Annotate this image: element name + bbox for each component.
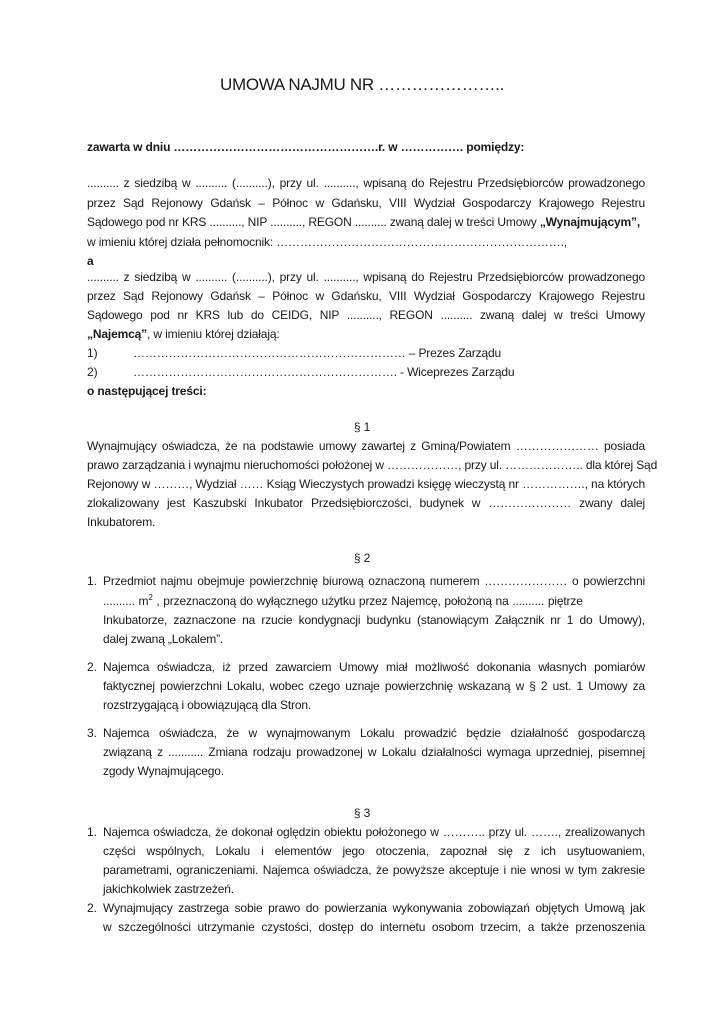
s2-item3-line: zgody Wynajmującego.: [103, 764, 224, 778]
s2-item2-line: faktycznej powierzchni Lokalu, wobec czego uznaje powierzchnię wskazaną w § 2 ust. 1 Umowy za: [103, 679, 645, 693]
item-number: 2.: [87, 901, 98, 915]
item-number: 1.: [87, 574, 98, 588]
party1-line: .......... z siedzibą w .......... (..........), przy ul. .........., wpisaną do Rejestru Przedsiębiorców prowadzonego: [87, 176, 645, 190]
party1-text: Sądowego pod nr KRS .........., NIP .........., REGON .......... zwaną dalej w treści Umowy: [87, 215, 540, 229]
following-text: o następującej treści:: [87, 384, 207, 398]
party2-text: , w imieniu której działają:: [147, 327, 280, 341]
section-heading: § 3: [353, 806, 371, 820]
s2-item1-line: [103, 592, 645, 610]
area-text: .......... m: [103, 594, 149, 608]
party1-line: [87, 213, 645, 231]
tenant-label: „Najemcą”: [87, 327, 148, 341]
s3-item2-line: w szczególności utrzymanie czystości, dostęp do internetu osobom trzecim, a także przenoszenia: [103, 920, 645, 934]
s3-item1-line: jakichkolwiek zastrzeżeń.: [103, 882, 234, 896]
party1-line: przez Sąd Rejonowy Gdańsk – Północ w Gdańsku, VIII Wydział Gospodarczy Krajowego Rejestru: [87, 196, 645, 210]
rep-number: 2): [87, 365, 98, 379]
s1-line: Wynajmujący oświadcza, że na podstawie umowy zawartej z Gminą/Powiatem ………………… posiada: [87, 439, 645, 453]
s1-line: prawo zarządzania i wynajmu nieruchomości położonej w ………………, przy ul. ……………….. dla której Sąd: [87, 458, 658, 472]
party2-line: [87, 325, 645, 343]
s2-item3-line: Najemca oświadcza, że w wynajmowanym Lokalu prowadzić będzie działalność gospodarczą: [103, 726, 645, 740]
s3-item2-line: Wynajmujący zastrzega sobie prawo do powierzania wykonywania zobowiązań objętych Umową jak: [103, 901, 645, 915]
s3-item1-line: Najemca oświadcza, że dokonał oględzin obiektu położonego w ……….. przy ul. ……., zrealizowanych: [103, 825, 645, 839]
item-number: 3.: [87, 726, 98, 740]
s3-item1-line: parametrami, ograniczeniami. Najemca oświadcza, że powyższe akceptuje i nie wnosi w tym zakresie: [103, 863, 645, 877]
s2-item3-line: związaną z ........... Zmiana rodzaju prowadzonej w Lokalu działalności wymaga uprzedniej, pisemnej: [103, 745, 645, 759]
s2-item1-line: Inkubatorze, zaznaczone na rzucie kondygnacji budynku (stanowiącym Załącznik nr 1 do Umowy),: [103, 613, 645, 627]
rep-number: 1): [87, 346, 98, 360]
item-number: 2.: [87, 660, 98, 674]
s3-item1-line: części wspólnych, Lokalu i elementów jego otoczenia, zapoznał się z ich usytuowaniem,: [103, 844, 645, 858]
landlord-label: „Wynajmującym”,: [539, 215, 641, 229]
rep-text: …………………………………………………………. - Wiceprezes Zarządu: [133, 365, 515, 379]
s2-item2-line: Najemca oświadcza, iż przed zawarciem Umowy miał możliwość dokonania własnych pomiarów: [103, 660, 645, 674]
item-number: 1.: [87, 825, 98, 839]
party1-line: w imieniu której działa pełnomocnik: ……………………………………………………………….,: [87, 235, 567, 249]
party2-line: Sądowego pod nr KRS lub do CEIDG, NIP .........., REGON .......... zwaną dalej w treści Umowy: [87, 308, 645, 322]
s2-item1-line: Przedmiot najmu obejmuje powierzchnię biurową oznaczoną numerem ………………… o powierzchni: [103, 574, 645, 588]
s2-item1-line: dalej zwaną „Lokalem”.: [103, 632, 224, 646]
s1-line: Inkubatorem.: [87, 515, 156, 529]
square-superscript: 2: [148, 593, 153, 602]
s1-line: Rejonowy w ………, Wydział …… Ksiąg Wieczystych prowadzi księgę wieczystą nr ……………., na których: [87, 477, 645, 491]
party2-line: przez Sąd Rejonowy Gdańsk – Północ w Gdańsku, VIII Wydział Gospodarczy Krajowego Rejestru: [87, 289, 645, 303]
s1-line: zlokalizowany jest Kaszubski Inkubator Przedsiębiorczości, budynek w ………………… zwany dalej: [87, 496, 645, 510]
and-separator: a: [87, 254, 94, 268]
contract-intro: zawarta w dniu …………………………………………….r. w ……………. pomiędzy:: [87, 140, 525, 154]
area-text-rest: , przeznaczoną do wyłącznego użytku przez Najemcę, położoną na .......... piętrze: [152, 594, 583, 608]
s2-item2-line: rozstrzygającą i obowiązującą dla Stron.: [103, 698, 312, 712]
section-heading: § 2: [353, 551, 371, 565]
rep-text: …………………………………………………………… – Prezes Zarządu: [133, 346, 502, 360]
section-heading: § 1: [353, 420, 371, 434]
party2-line: .......... z siedzibą w .......... (..........), przy ul. .........., wpisaną do Rejestru Przedsiębiorców prowadzonego: [87, 270, 645, 284]
contract-title: UMOWA NAJMU NR …………………..: [220, 75, 504, 94]
